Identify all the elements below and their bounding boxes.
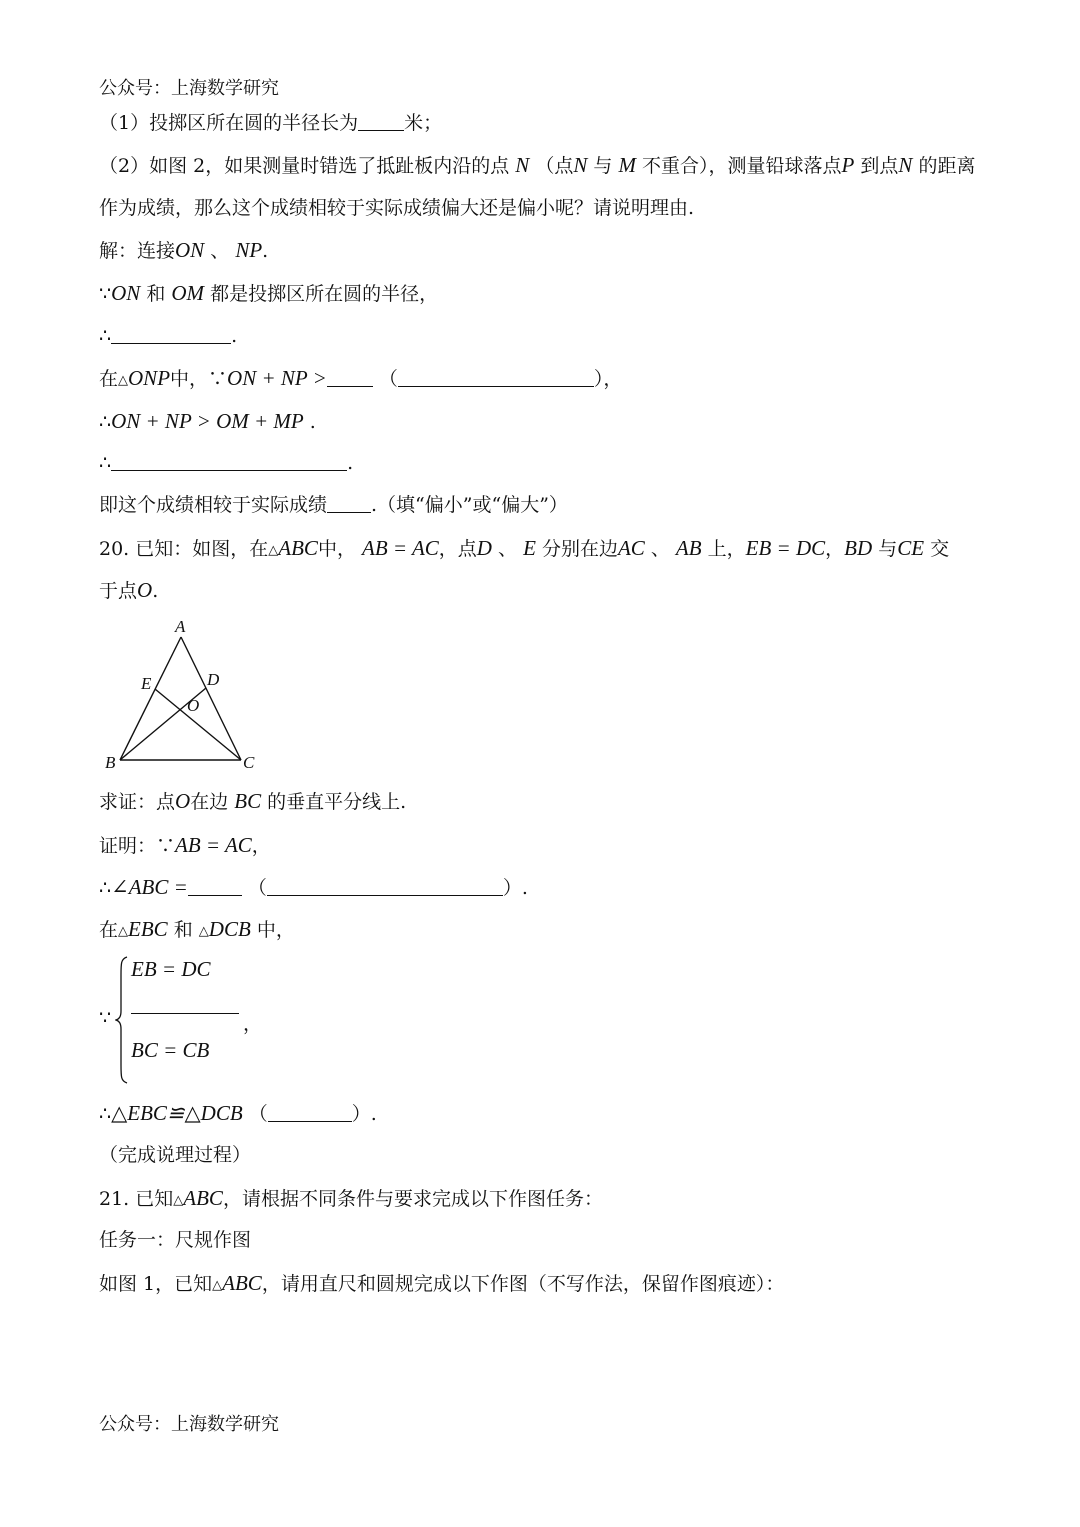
text: ， <box>825 538 845 560</box>
text: ， <box>251 835 271 857</box>
text: （点 <box>535 155 574 177</box>
triangle-symbol: △ <box>118 373 129 388</box>
text: 、 <box>650 538 670 560</box>
math-var: AB <box>675 536 702 560</box>
text: .（填“偏小”或“偏大”） <box>371 494 568 516</box>
answer-blank <box>188 877 242 896</box>
text: （ <box>248 1103 268 1125</box>
text: 和 <box>146 283 166 305</box>
label-c: C <box>243 753 255 772</box>
math-expr: ∠ABC = <box>111 875 188 899</box>
answer-blank <box>268 1103 352 1122</box>
math-var: O <box>175 789 191 813</box>
text: 证明：∵ <box>99 835 176 857</box>
math-var: DCB <box>208 917 251 941</box>
text: 求证：点 <box>99 791 176 813</box>
q20-prove <box>99 788 406 815</box>
text: . <box>231 325 238 347</box>
text: 中， <box>256 919 295 941</box>
math-var: N <box>515 153 530 177</box>
text: 和 <box>173 919 193 941</box>
triangle-figure <box>95 612 275 777</box>
text: . <box>152 580 159 602</box>
text: 中， <box>317 538 356 560</box>
q19-part1 <box>99 110 442 136</box>
triangle-symbol: △ <box>173 1193 184 1208</box>
math-var: EBC <box>128 917 168 941</box>
math-var: D <box>476 536 492 560</box>
text: ∴ <box>99 877 112 899</box>
q19-solution <box>99 237 268 264</box>
text: 不重合），测量铅球落点 <box>642 155 842 177</box>
math-var: O <box>137 578 153 602</box>
text: ∴ <box>99 411 112 433</box>
text: . <box>262 240 269 262</box>
text: 即这个成绩相较于实际成绩 <box>99 494 328 516</box>
text: 分别在边 <box>541 538 618 560</box>
text: 中，∵ <box>170 368 228 390</box>
text: 到点 <box>860 155 899 177</box>
text: 在 <box>99 919 119 941</box>
answer-blank <box>398 368 594 387</box>
q21-line1 <box>99 1185 603 1214</box>
q19-part1-unit: 米； <box>404 112 443 134</box>
left-brace <box>115 955 129 1085</box>
math-var: BD <box>844 536 873 560</box>
triangle-symbol: △ <box>118 924 129 939</box>
q20-line1 <box>99 535 949 564</box>
triangle-symbol: △ <box>268 543 279 558</box>
label-e: E <box>141 674 152 693</box>
math-var: ABC <box>222 1271 262 1295</box>
label-d: D <box>207 670 220 689</box>
math-var: ABC <box>183 1186 223 1210</box>
text: 20. 已知：如图，在 <box>99 538 269 560</box>
text: ，请用直尺和圆规完成以下作图（不写作法，保留作图痕迹）： <box>261 1273 785 1295</box>
math-var: N <box>573 153 588 177</box>
triangle-symbol: △ <box>212 1278 223 1293</box>
brace-row-1: EB = DC <box>131 957 211 981</box>
since-symbol: ∵ <box>99 1007 112 1029</box>
text: 、 <box>210 240 230 262</box>
q20-complete-note: （完成说理过程） <box>99 1144 252 1166</box>
math-expr: ON + NP > <box>227 366 327 390</box>
text: ）， <box>593 368 623 390</box>
math-var: E <box>523 536 536 560</box>
math-expr: △EBC≌△DCB <box>111 1101 243 1125</box>
q20-in-triangles <box>99 916 295 945</box>
text: （2）如图 2，如果测量时错选了抵趾板内沿的点 <box>99 155 510 177</box>
q21-line3 <box>99 1270 784 1299</box>
math-var: CE <box>897 536 925 560</box>
math-var: ON <box>175 238 205 262</box>
math-var: P <box>841 153 855 177</box>
q19-in-triangle <box>99 365 622 394</box>
text: 与 <box>593 155 613 177</box>
page-footer: 公众号：上海数学研究 <box>99 1414 279 1435</box>
text: 21. 已知 <box>99 1188 174 1210</box>
text: ）. <box>502 877 528 899</box>
math-expr: ON + NP > OM + MP <box>111 409 304 433</box>
q19-part2-line1 <box>99 152 976 179</box>
text: 的垂直平分线上. <box>267 791 407 813</box>
text: 在边 <box>190 791 229 813</box>
answer-blank <box>358 112 404 131</box>
math-var: N <box>898 153 913 177</box>
q19-therefore-1 <box>99 323 237 349</box>
q19-part2-line2: 作为成绩，那么这个成绩相较于实际成绩偏大还是偏小呢？请说明理由. <box>99 197 695 219</box>
math-var: ON <box>111 281 141 305</box>
text: 、 <box>498 538 518 560</box>
math-var: NP <box>235 238 263 262</box>
text: 交 <box>930 538 950 560</box>
q19-conclusion <box>99 492 568 518</box>
text: ∴ <box>99 1103 112 1125</box>
answer-blank <box>111 325 231 344</box>
brace-system <box>99 955 299 1085</box>
brace-row-3: BC = CB <box>131 1038 210 1062</box>
math-var: AC <box>617 536 645 560</box>
q19-part1-text: （1）投掷区所在圆的半径长为 <box>99 112 359 134</box>
text: . <box>309 411 316 433</box>
side-ab <box>120 637 181 760</box>
q21-task-title: 任务一：尺规作图 <box>99 1229 252 1251</box>
math-expr: AB = AC <box>175 833 252 857</box>
math-var: BC <box>234 789 262 813</box>
label-b: B <box>105 753 116 772</box>
label-a: A <box>175 617 186 636</box>
text: 解：连接 <box>99 240 176 262</box>
q20-angle-line <box>99 874 528 901</box>
math-var: ONP <box>128 366 171 390</box>
text: ）. <box>351 1103 377 1125</box>
answer-blank <box>327 368 373 387</box>
text: . <box>347 452 354 474</box>
brace-comma: ， <box>243 1013 263 1035</box>
text: 在 <box>99 368 119 390</box>
math-expr: AB = AC <box>362 536 439 560</box>
q19-since-radius <box>99 280 438 307</box>
q20-congruence <box>99 1100 377 1127</box>
math-expr: EB = DC <box>745 536 826 560</box>
text: 的距离 <box>918 155 976 177</box>
math-var: OM <box>171 281 205 305</box>
label-o: O <box>187 696 200 715</box>
text: 与 <box>878 538 898 560</box>
text: ，点 <box>438 538 477 560</box>
text: 如图 1，已知 <box>99 1273 213 1295</box>
q20-proof-start <box>99 832 271 859</box>
q20-line2 <box>99 577 158 604</box>
answer-blank <box>327 494 371 513</box>
text: ∵ <box>99 283 112 305</box>
q19-therefore-3 <box>99 450 353 476</box>
text: ∴ <box>99 325 112 347</box>
math-var: ABC <box>278 536 318 560</box>
text: 于点 <box>99 580 138 602</box>
text: ，请根据不同条件与要求完成以下作图任务： <box>222 1188 603 1210</box>
text: 上， <box>707 538 746 560</box>
triangle-symbol: △ <box>198 924 209 939</box>
answer-blank <box>111 452 347 471</box>
page-header: 公众号：上海数学研究 <box>99 78 279 99</box>
brace-row-2-blank <box>131 995 239 1014</box>
answer-blank <box>267 877 503 896</box>
text: ∴ <box>99 452 112 474</box>
text: （ <box>378 368 398 390</box>
text: （ <box>247 877 267 899</box>
text: 都是投掷区所在圆的半径， <box>210 283 439 305</box>
q19-therefore-2 <box>99 408 316 435</box>
math-var: M <box>618 153 636 177</box>
